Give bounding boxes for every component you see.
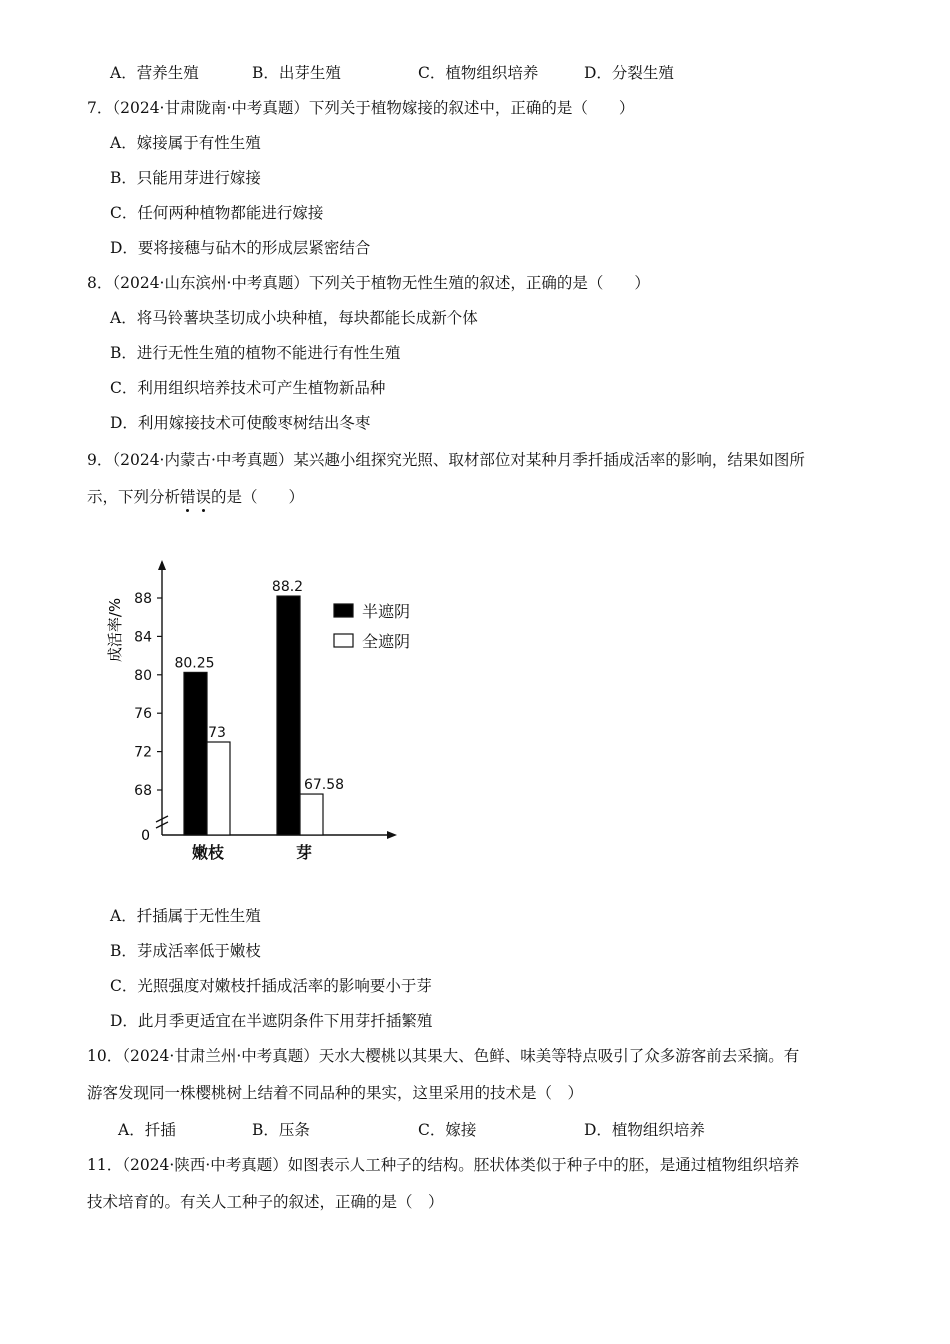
q9-option-a: A．扦插属于无性生殖 (110, 907, 261, 925)
y-tick-label-68: 68 (134, 783, 152, 799)
q9-stem-line2 (87, 487, 304, 507)
q6-option-d: D．分裂生殖 (584, 64, 674, 82)
q10-option-c: C．嫁接 (418, 1121, 477, 1139)
q11-stem-line2: 技术培育的。有关人工种子的叙述，正确的是（ ） (87, 1193, 444, 1211)
q9-bar-chart (100, 560, 420, 870)
q9-emphasis-char-1: 错 (180, 488, 196, 506)
q8-option-a: A．将马铃薯块茎切成小块种植，每块都能长成新个体 (110, 309, 478, 327)
y-tick-zero: 0 (141, 828, 150, 844)
data-label-0-1: 73 (208, 725, 226, 741)
y-tick-label-80: 80 (134, 667, 152, 684)
q9-stem-pre: 示，下列分析 (87, 488, 181, 506)
data-label-0-0: 80.25 (174, 655, 215, 672)
q10-stem-line2: 游客发现同一株樱桃树上结着不同品种的果实，这里采用的技术是（ ） (87, 1084, 584, 1102)
q8-option-c: C．利用组织培养技术可产生植物新品种 (110, 379, 386, 397)
y-tick-label-76: 76 (134, 706, 152, 723)
q7-option-a: A．嫁接属于有性生殖 (110, 134, 261, 152)
q6-option-a: A．营养生殖 (110, 64, 199, 82)
y-tick-label-88: 88 (134, 591, 152, 607)
q10-option-a: A．扦插 (118, 1121, 176, 1139)
q9-option-b: B．芽成活率低于嫩枝 (110, 942, 261, 960)
q8-option-b: B．进行无性生殖的植物不能进行有性生殖 (110, 344, 401, 362)
q8-option-d: D．利用嫁接技术可使酸枣树结出冬枣 (110, 414, 371, 432)
data-label-1-0: 88.2 (271, 579, 304, 596)
legend-swatch-0 (334, 604, 353, 617)
y-axis-label: 成活率/% (106, 597, 124, 663)
q9-emphasis-char-2: 误 (195, 488, 212, 506)
q10-option-d: D．植物组织培养 (584, 1121, 705, 1139)
q7-option-b: B．只能用芽进行嫁接 (110, 169, 261, 187)
legend-swatch-1 (334, 634, 353, 647)
q8-stem: 8．（2024·山东滨州·中考真题）下列关于植物无性生殖的叙述，正确的是（ ） (87, 274, 650, 292)
q6-option-b: B．出芽生殖 (252, 64, 341, 82)
q7-stem: 7．（2024·甘肃陇南·中考真题）下列关于植物嫁接的叙述中，正确的是（ ） (87, 99, 635, 117)
q10-option-b: B．压条 (252, 1121, 310, 1139)
legend-label-1: 全遮阴 (362, 632, 411, 651)
x-category-0: 嫩枝 (191, 843, 225, 862)
bar-1-1 (300, 794, 323, 835)
q9-stem-line1: 9．（2024·内蒙古·中考真题）某兴趣小组探究光照、取材部位对某种月季扦插成活率的影响，结果如图所 (87, 451, 805, 469)
q7-option-c: C．任何两种植物都能进行嫁接 (110, 204, 324, 222)
q10-stem-line1: 10．（2024·甘肃兰州·中考真题）天水大樱桃以其果大、色鲜、味美等特点吸引了众多游客前去采摘。有 (87, 1047, 800, 1065)
q9-stem-post: 的是（ ） (211, 488, 305, 506)
y-tick-label-84: 84 (134, 629, 152, 646)
q9-option-d: D．此月季更适宜在半遮阴条件下用芽扦插繁殖 (110, 1012, 433, 1030)
y-tick-label-72: 72 (134, 744, 152, 761)
data-label-1-1: 67.58 (303, 777, 345, 794)
y-axis-arrow (158, 560, 166, 570)
x-axis-arrow (387, 831, 397, 839)
legend-label-0: 半遮阴 (362, 602, 411, 621)
q11-stem-line1: 11．（2024·陕西·中考真题）如图表示人工种子的结构。胚状体类似于种子中的胚，是通过植物组织培养 (87, 1156, 800, 1174)
q6-option-c: C．植物组织培养 (418, 64, 539, 82)
bar-0-0 (184, 672, 207, 835)
q7-option-d: D．要将接穗与砧木的形成层紧密结合 (110, 239, 371, 257)
bar-1-0 (277, 596, 300, 835)
bar-0-1 (207, 742, 230, 835)
x-category-1: 芽 (295, 843, 313, 862)
q9-option-c: C．光照强度对嫩枝扦插成活率的影响要小于芽 (110, 977, 432, 995)
